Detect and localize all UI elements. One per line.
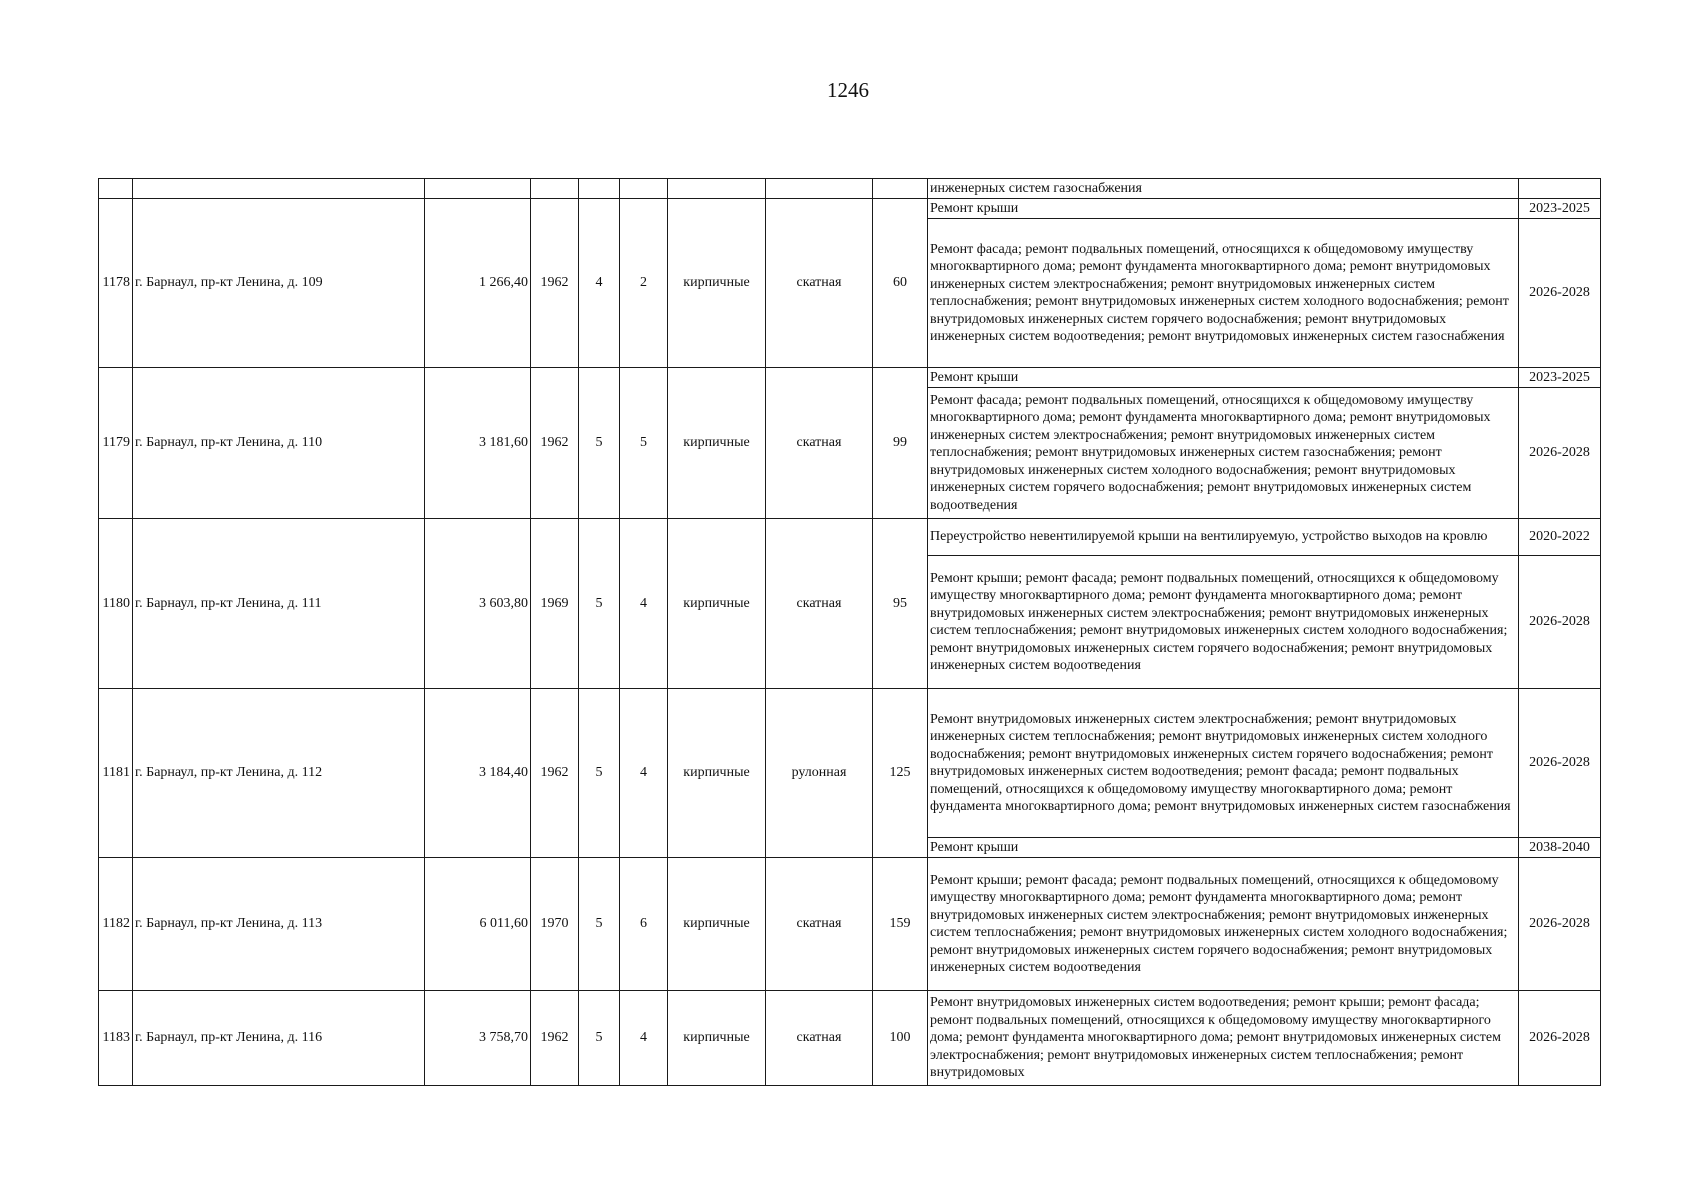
table-row <box>99 991 1601 1086</box>
table-row <box>99 689 1601 838</box>
residents: 125 <box>873 689 928 858</box>
work-period: 2026-2028 <box>1519 689 1601 838</box>
entrances: 6 <box>620 858 668 991</box>
table-row <box>99 199 1601 219</box>
build-year: 1962 <box>531 368 579 519</box>
address: г. Барнаул, пр-кт Ленина, д. 109 <box>133 199 425 368</box>
cell-empty <box>873 179 928 199</box>
row-number: 1178 <box>99 199 133 368</box>
total-area: 6 011,60 <box>425 858 531 991</box>
cell-empty <box>425 179 531 199</box>
wall-material: кирпичные <box>668 689 766 858</box>
work-period: 2026-2028 <box>1519 991 1601 1086</box>
floors: 5 <box>579 519 620 689</box>
wall-material: кирпичные <box>668 858 766 991</box>
work-description: Ремонт внутридомовых инженерных систем водоотведения; ремонт крыши; ремонт фасада; ремонт подвальных помещений, относящихся к общедомовому имуществу многоквартирного дома; ремонт фундамента многоквартирного дома; ремонт внутридомовых инженерных систем электроснабжения; ремонт внутридомовых инженерных систем теплоснабжения; ремонт внутридомовых <box>928 991 1519 1086</box>
work-period: 2026-2028 <box>1519 388 1601 519</box>
build-year: 1962 <box>531 199 579 368</box>
table-row <box>99 179 1601 199</box>
page-number: 1246 <box>827 78 869 102</box>
cell-empty <box>579 179 620 199</box>
table-row <box>99 368 1601 388</box>
work-description: Ремонт фасада; ремонт подвальных помещений, относящихся к общедомовому имуществу многоквартирного дома; ремонт фундамента многоквартирного дома; ремонт внутридомовых инженерных систем электроснабжения; ремонт внутридомовых инженерных систем теплоснабжения; ремонт внутридомовых инженерных систем газоснабжения; ремонт внутридомовых инженерных систем холодного водоснабжения; ремонт внутридомовых инженерных систем горячего водоснабжения; ремонт внутридомовых инженерных систем водоотведения <box>928 388 1519 519</box>
total-area: 3 603,80 <box>425 519 531 689</box>
work-period: 2026-2028 <box>1519 858 1601 991</box>
total-area: 1 266,40 <box>425 199 531 368</box>
roof-type: скатная <box>766 199 873 368</box>
build-year: 1962 <box>531 689 579 858</box>
wall-material: кирпичные <box>668 199 766 368</box>
housing-registry-table <box>98 178 1601 1086</box>
work-description: инженерных систем газоснабжения <box>928 179 1519 199</box>
roof-type: скатная <box>766 519 873 689</box>
cell-empty <box>1519 179 1601 199</box>
floors: 5 <box>579 991 620 1086</box>
work-period: 2038-2040 <box>1519 838 1601 858</box>
address: г. Барнаул, пр-кт Ленина, д. 112 <box>133 689 425 858</box>
cell-empty <box>766 179 873 199</box>
build-year: 1969 <box>531 519 579 689</box>
entrances: 4 <box>620 689 668 858</box>
residents: 100 <box>873 991 928 1086</box>
cell-empty <box>620 179 668 199</box>
total-area: 3 758,70 <box>425 991 531 1086</box>
address: г. Барнаул, пр-кт Ленина, д. 111 <box>133 519 425 689</box>
entrances: 5 <box>620 368 668 519</box>
roof-type: скатная <box>766 368 873 519</box>
residents: 95 <box>873 519 928 689</box>
cell-empty <box>133 179 425 199</box>
wall-material: кирпичные <box>668 368 766 519</box>
residents: 159 <box>873 858 928 991</box>
address: г. Барнаул, пр-кт Ленина, д. 113 <box>133 858 425 991</box>
build-year: 1970 <box>531 858 579 991</box>
work-description: Ремонт крыши <box>928 199 1519 219</box>
row-number: 1183 <box>99 991 133 1086</box>
roof-type: рулонная <box>766 689 873 858</box>
floors: 5 <box>579 368 620 519</box>
wall-material: кирпичные <box>668 519 766 689</box>
cell-empty <box>531 179 579 199</box>
work-description: Переустройство невентилируемой крыши на вентилируемую, устройство выходов на кровлю <box>928 519 1519 556</box>
work-period: 2023-2025 <box>1519 199 1601 219</box>
row-number: 1182 <box>99 858 133 991</box>
row-number: 1180 <box>99 519 133 689</box>
floors: 4 <box>579 199 620 368</box>
entrances: 2 <box>620 199 668 368</box>
work-description: Ремонт внутридомовых инженерных систем электроснабжения; ремонт внутридомовых инженерных систем теплоснабжения; ремонт внутридомовых инженерных систем холодного водоснабжения; ремонт внутридомовых инженерных систем горячего водоснабжения; ремонт внутридомовых инженерных систем водоотведения; ремонт фасада; ремонт подвальных помещений, относящихся к общедомовому имуществу многоквартирного дома; ремонт фундамента многоквартирного дома; ремонт внутридомовых инженерных систем газоснабжения <box>928 689 1519 838</box>
work-description: Ремонт крыши <box>928 838 1519 858</box>
roof-type: скатная <box>766 858 873 991</box>
row-number: 1181 <box>99 689 133 858</box>
entrances: 4 <box>620 519 668 689</box>
work-description: Ремонт крыши; ремонт фасада; ремонт подвальных помещений, относящихся к общедомовому имуществу многоквартирного дома; ремонт фундамента многоквартирного дома; ремонт внутридомовых инженерных систем электроснабжения; ремонт внутридомовых инженерных систем теплоснабжения; ремонт внутридомовых инженерных систем холодного водоснабжения; ремонт внутридомовых инженерных систем горячего водоснабжения; ремонт внутридомовых инженерных систем водоотведения <box>928 858 1519 991</box>
build-year: 1962 <box>531 991 579 1086</box>
address: г. Барнаул, пр-кт Ленина, д. 110 <box>133 368 425 519</box>
row-number: 1179 <box>99 368 133 519</box>
cell-empty <box>99 179 133 199</box>
roof-type: скатная <box>766 991 873 1086</box>
work-description: Ремонт крыши; ремонт фасада; ремонт подвальных помещений, относящихся к общедомовому имуществу многоквартирного дома; ремонт фундамента многоквартирного дома; ремонт внутридомовых инженерных систем электроснабжения; ремонт внутридомовых инженерных систем теплоснабжения; ремонт внутридомовых инженерных систем холодного водоснабжения; ремонт внутридомовых инженерных систем горячего водоснабжения; ремонт внутридомовых инженерных систем водоотведения <box>928 556 1519 689</box>
cell-empty <box>668 179 766 199</box>
total-area: 3 184,40 <box>425 689 531 858</box>
work-period: 2020-2022 <box>1519 519 1601 556</box>
address: г. Барнаул, пр-кт Ленина, д. 116 <box>133 991 425 1086</box>
residents: 99 <box>873 368 928 519</box>
entrances: 4 <box>620 991 668 1086</box>
wall-material: кирпичные <box>668 991 766 1086</box>
work-description: Ремонт фасада; ремонт подвальных помещений, относящихся к общедомовому имуществу многоквартирного дома; ремонт фундамента многоквартирного дома; ремонт внутридомовых инженерных систем электроснабжения; ремонт внутридомовых инженерных систем теплоснабжения; ремонт внутридомовых инженерных систем холодного водоснабжения; ремонт внутридомовых инженерных систем горячего водоснабжения; ремонт внутридомовых инженерных систем водоотведения; ремонт внутридомовых инженерных систем газоснабжения <box>928 219 1519 368</box>
residents: 60 <box>873 199 928 368</box>
work-period: 2023-2025 <box>1519 368 1601 388</box>
work-description: Ремонт крыши <box>928 368 1519 388</box>
work-period: 2026-2028 <box>1519 219 1601 368</box>
floors: 5 <box>579 858 620 991</box>
table-row <box>99 519 1601 556</box>
table-row <box>99 858 1601 991</box>
total-area: 3 181,60 <box>425 368 531 519</box>
work-period: 2026-2028 <box>1519 556 1601 689</box>
floors: 5 <box>579 689 620 858</box>
